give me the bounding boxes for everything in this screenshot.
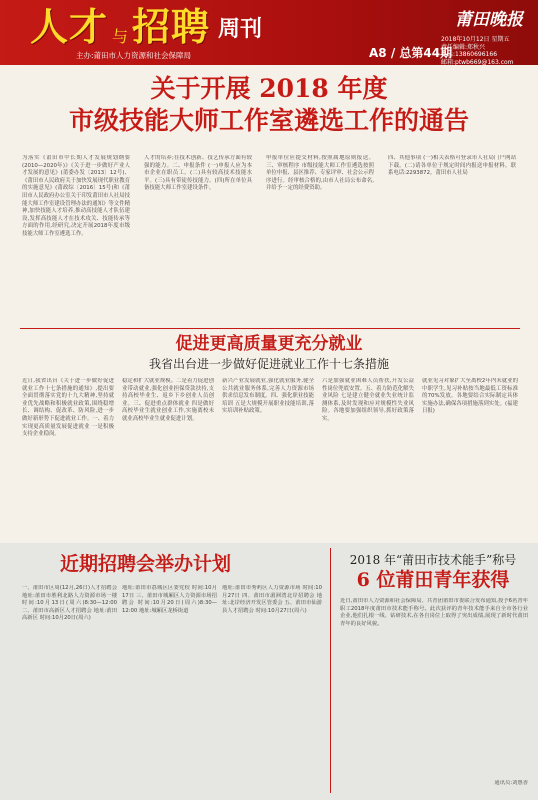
article2-column-2: 稳定和扩大就业规模。二是着力促进创业带动就业,强化创业担保贷款扶持,支持高校毕业生、返乡下乡创业人员创业。三、促进重点群体就业 四是做好高校毕业生就业创业工作,实施离校未就业高校毕业生就业促进计划。 <box>122 378 214 422</box>
article1-column-3: 申报单位应提交材料,按照属地原则报送。三、审核程序 市级技能大师工作室遴选按照单位申报、县区推荐、专家评审、社会公示程序进行。经审核合格的,由市人社局公布命名,并给予一定的经费资助。 <box>266 155 374 192</box>
section-divider <box>20 328 520 329</box>
masthead-banner <box>0 0 538 65</box>
award-title-line2: 6 位莆田青年获得 <box>356 569 510 591</box>
award-body: 近日,莆田市人力资源和社会保障局、共青团莆田市委联合发布通知,授予6名青年职工2018年度莆田市技术能手称号。此次获评的青年技术能手来自全市各行业企业,他们扎根一线、钻研技术,在各自岗位上取得了突出成绩,展现了新时代莆田青年的良好风貌。 <box>340 598 528 627</box>
article1-headline-line2: 市级技能大师工作室遴选工作的通告 <box>68 106 469 135</box>
article2-column-1: 近日,我省出台《关于进一步做好促进就业工作十七条措施的通知》,提出要全面贯彻落实党的十九大精神,坚持就业优先战略和积极就业政策,围绕稳增长、调结构、促改革、防风险,进一步做好新形势下促进就业工作。一、着力实现更高质量发展促进就业 一是积极支持企业稳岗。 <box>22 378 114 438</box>
article2-column-4: 六是加强就业困难人员帮扶,开发公益性岗位兜底安置。五、着力防范化解失业风险 七是建立健全就业失业统计监测体系,及时发现和应对规模性失业风险。各地要加强组织领导,抓好政策落实。 <box>322 378 414 422</box>
info-email: 邮箱:ptwb669@163.com <box>441 58 514 66</box>
article1-column-4: 四、其他事项 (一)相关表格可登录市人社局门户网站下载。(二)请各单位于规定时间内报送申报材料。联系电话:2293872。莆田市人社局 <box>388 155 516 177</box>
title-week: 周刊 <box>218 17 263 42</box>
newspaper-logo: 莆田晚报 <box>455 10 523 30</box>
award-title-line1: 2018 年“莆田市技术能手”称号 <box>349 553 517 567</box>
article2-subtitle: 我省出台进一步做好促进就业工作十七条措施 <box>148 357 389 371</box>
page-label: A8 <box>369 46 387 60</box>
article2-title: 促进更高质量更充分就业 <box>175 334 363 354</box>
title-second: 招聘 <box>132 4 211 49</box>
article2-column-3: 新兴产业发展就业,强化就业服务,健全公共就业服务体系,完善人力资源市场供求信息发布制度。四、强化职业技能培训 五是大规模开展职业技能培训,落实培训补贴政策。 <box>222 378 314 415</box>
edition-info <box>441 36 537 66</box>
article1-headline-line1: 关于开展 2018 年度 <box>150 74 388 103</box>
sponsor-line: 主办:莆田市人力资源和社会保障局 <box>76 51 192 60</box>
info-date: 2018年10月12日 星期五 <box>441 36 510 43</box>
jobfair-column-1: 一、莆田市区周(12月,26日)人才招聘会 地址:莆田市胜利北路人力资源市场一楼 时间:10月13日(周六)8:30—12:00 二、莆田市高新区人才招聘会 地址:莆田高新区 时间:10月20日(周六) <box>22 585 117 622</box>
masthead-title <box>30 2 262 52</box>
article1-column-1: 为落实《莆田市中长期人才发展规划纲要(2010—2020年)》《关于进一步做好产业人才发展的意见》(莆委办发〔2013〕12号)、《莆田市人民政府关于加快发展现代职业教育的实施意见》(莆政综〔2016〕15号)和《莆田市人民政府办公室关于印发莆田市人社局技能大师工作室建设管理办法的通知》等文件精神,加快技能人才培养,推动高技能人才队伍建设,发挥高技能人才在技术攻关、技能传承等方面的作用,经研究,决定开展2018年度市级技能大师工作室遴选工作。 <box>22 155 130 237</box>
info-phone: 电话:13860696166 <box>441 51 498 59</box>
title-main: 人才 <box>30 4 109 49</box>
page-number: A8 / 总第44期 <box>369 46 453 60</box>
jobfair-column-2: 地址:莆田市荔城区区委党校 时间:10月17日 三、莆田市城厢区人力资源市场招聘会 时间:10月20日(周六)8:30—12:00 地址:城厢区龙桥街道 <box>122 585 217 614</box>
issue-label: 总第44期 <box>399 46 453 60</box>
jobfair-title: 近期招聘会举办计划 <box>60 553 232 575</box>
jobfair-column-3: 地址:莆田市秀屿区人力资源市场 时间:10月27日 四、莆田市湄洲湾北岸招聘会 地址:北岸经济开发区管委会 五、莆田市仙游县人才招聘会 时间:10月27日(周六) <box>222 585 322 614</box>
title-yu: 与 <box>112 27 129 46</box>
article2-column-5: 就业见习对象扩大至离校2年内未就业的中职学生,见习补贴按当地最低工资标准的70%发放。各地要结合实际制定具体实施办法,确保各项措施落到实处。(福建日报) <box>422 378 518 415</box>
panel-divider <box>330 548 331 793</box>
info-editor: 责任编辑:郑秋兴 <box>441 43 486 51</box>
article1-column-2: 人才的培养;在技术创新、技艺传承方面有较强的能力。二、申报条件 (一)申报人应为本市企业在职员工。(二)具有较高技术技能水平。(三)具有带徒传技能力。(四)所在单位具备技能大师工作室建设条件。 <box>144 155 252 192</box>
award-reporter: 通讯员:刘惠香 <box>494 780 528 786</box>
